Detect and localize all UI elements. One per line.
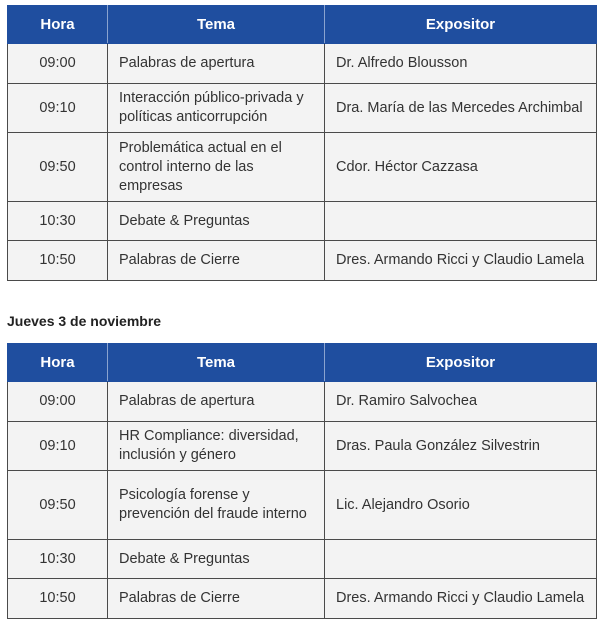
day-heading: Jueves 3 de noviembre [7,313,162,329]
cell-tema: Palabras de Cierre [108,579,325,619]
cell-hora: 09:00 [8,382,108,422]
cell-expositor: Dras. Paula González Silvestrin [325,422,597,471]
cell-expositor: Lic. Alejandro Osorio [325,471,597,540]
cell-expositor: Dr. Ramiro Salvochea [325,382,597,422]
table-row [8,471,597,540]
column-header-expositor: Expositor [325,344,597,382]
cell-tema: Problemática actual en el control interno de las empresas [108,133,325,202]
table-row [8,579,597,619]
cell-tema: Debate & Preguntas [108,202,325,241]
table-header-row [8,344,597,382]
cell-hora: 09:50 [8,471,108,540]
table-row [8,202,597,241]
cell-hora: 09:10 [8,422,108,471]
cell-expositor: Dres. Armando Ricci y Claudio Lamela [325,241,597,281]
table-header-row [8,6,597,44]
cell-hora: 10:50 [8,579,108,619]
cell-expositor: Dra. María de las Mercedes Archimbal [325,84,597,133]
schedule-table-day-2 [7,343,597,619]
cell-hora: 10:30 [8,540,108,579]
cell-expositor: Dr. Alfredo Blousson [325,44,597,84]
cell-hora: 09:00 [8,44,108,84]
column-header-hora: Hora [8,6,108,44]
cell-hora: 10:50 [8,241,108,281]
cell-tema: Interacción público-privada y políticas anticorrupción [108,84,325,133]
cell-tema: Palabras de Cierre [108,241,325,281]
table-row [8,44,597,84]
table-row [8,540,597,579]
cell-tema: HR Compliance: diversidad, inclusión y género [108,422,325,471]
table-row [8,382,597,422]
cell-tema: Palabras de apertura [108,382,325,422]
table-row [8,422,597,471]
cell-tema: Palabras de apertura [108,44,325,84]
cell-expositor [325,540,597,579]
cell-tema: Psicología forense y prevención del fraude interno [108,471,325,540]
cell-hora: 09:50 [8,133,108,202]
schedule-table-day-1 [7,5,597,281]
cell-expositor: Dres. Armando Ricci y Claudio Lamela [325,579,597,619]
table-row [8,241,597,281]
column-header-expositor: Expositor [325,6,597,44]
cell-tema: Debate & Preguntas [108,540,325,579]
column-header-tema: Tema [108,344,325,382]
column-header-hora: Hora [8,344,108,382]
cell-expositor: Cdor. Héctor Cazzasa [325,133,597,202]
column-header-tema: Tema [108,6,325,44]
cell-hora: 09:10 [8,84,108,133]
table-row [8,84,597,133]
table-row [8,133,597,202]
cell-hora: 10:30 [8,202,108,241]
cell-expositor [325,202,597,241]
